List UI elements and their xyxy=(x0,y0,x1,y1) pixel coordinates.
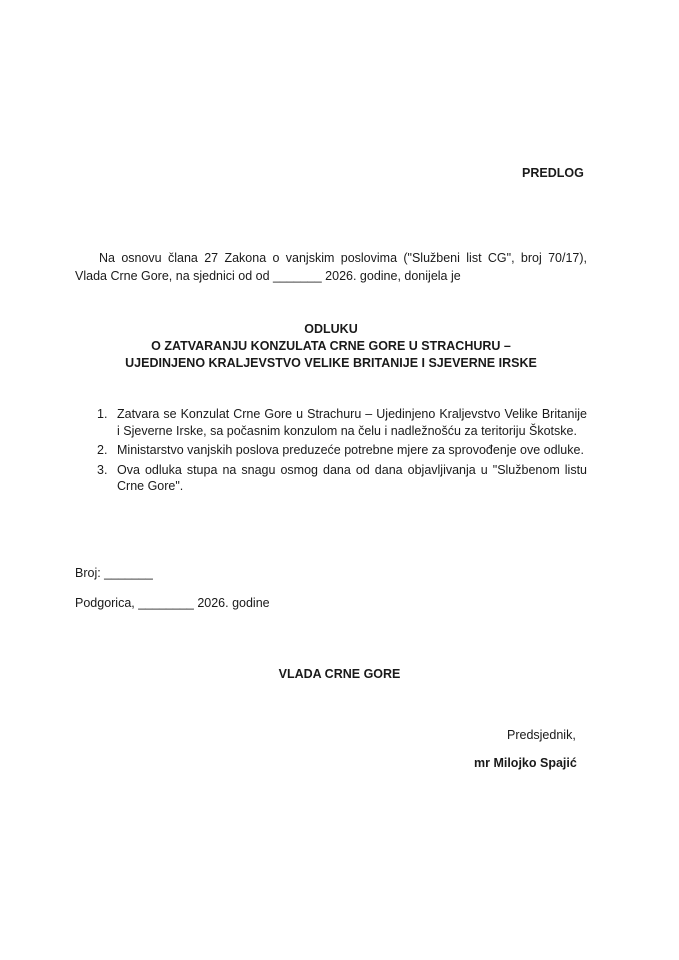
list-item-text: Ministarstvo vanjskih poslova preduzeće potrebne mjere za sprovođenje ove odluke. xyxy=(117,443,584,457)
list-item-text: Ova odluka stupa na snagu osmog dana od dana objavljivanja u "Službenom listu Crne Gore". xyxy=(117,462,587,493)
heading-line-2: O ZATVARANJU KONZULATA CRNE GORE U STRACHURU – xyxy=(151,339,511,353)
preamble-line-2: Vlada Crne Gore, na sjednici od od _______ 2026. godine, donijela je xyxy=(75,269,461,283)
list-item-number: 3. xyxy=(97,462,108,477)
list-item-number: 1. xyxy=(97,407,108,421)
list-item xyxy=(75,462,587,495)
list-item xyxy=(75,406,587,439)
list-item xyxy=(75,442,587,459)
preamble xyxy=(75,249,587,285)
decision-heading xyxy=(75,321,587,372)
signatory-title: Predsjednik, xyxy=(507,728,576,742)
place-and-date: Podgorica, ________ 2026. godine xyxy=(75,596,270,610)
signatory-name: mr Milojko Spajić xyxy=(474,756,577,770)
issuer-name: VLADA CRNE GORE xyxy=(278,667,401,681)
heading-line-1: ODLUKU xyxy=(304,322,358,336)
list-item-text: Zatvara se Konzulat Crne Gore u Strachuru – Ujedinjeno Kraljevstvo Velike Britanije i Sjeverne Irske, sa počasnim konzulom na čelu i nadležnošću za teritoriju Škotske. xyxy=(117,407,587,438)
preamble-line-1: Na osnovu člana 27 Zakona o vanjskim poslovima ("Službeni list CG", broj 70/17), xyxy=(99,251,587,265)
heading-line-3: UJEDINJENO KRALJEVSTVO VELIKE BRITANIJE I SJEVERNE IRSKE xyxy=(125,356,537,370)
document-status-marker: PREDLOG xyxy=(522,166,584,180)
list-item-number: 2. xyxy=(97,443,108,457)
reference-number: Broj: _______ xyxy=(75,566,153,580)
decision-items xyxy=(75,406,587,498)
